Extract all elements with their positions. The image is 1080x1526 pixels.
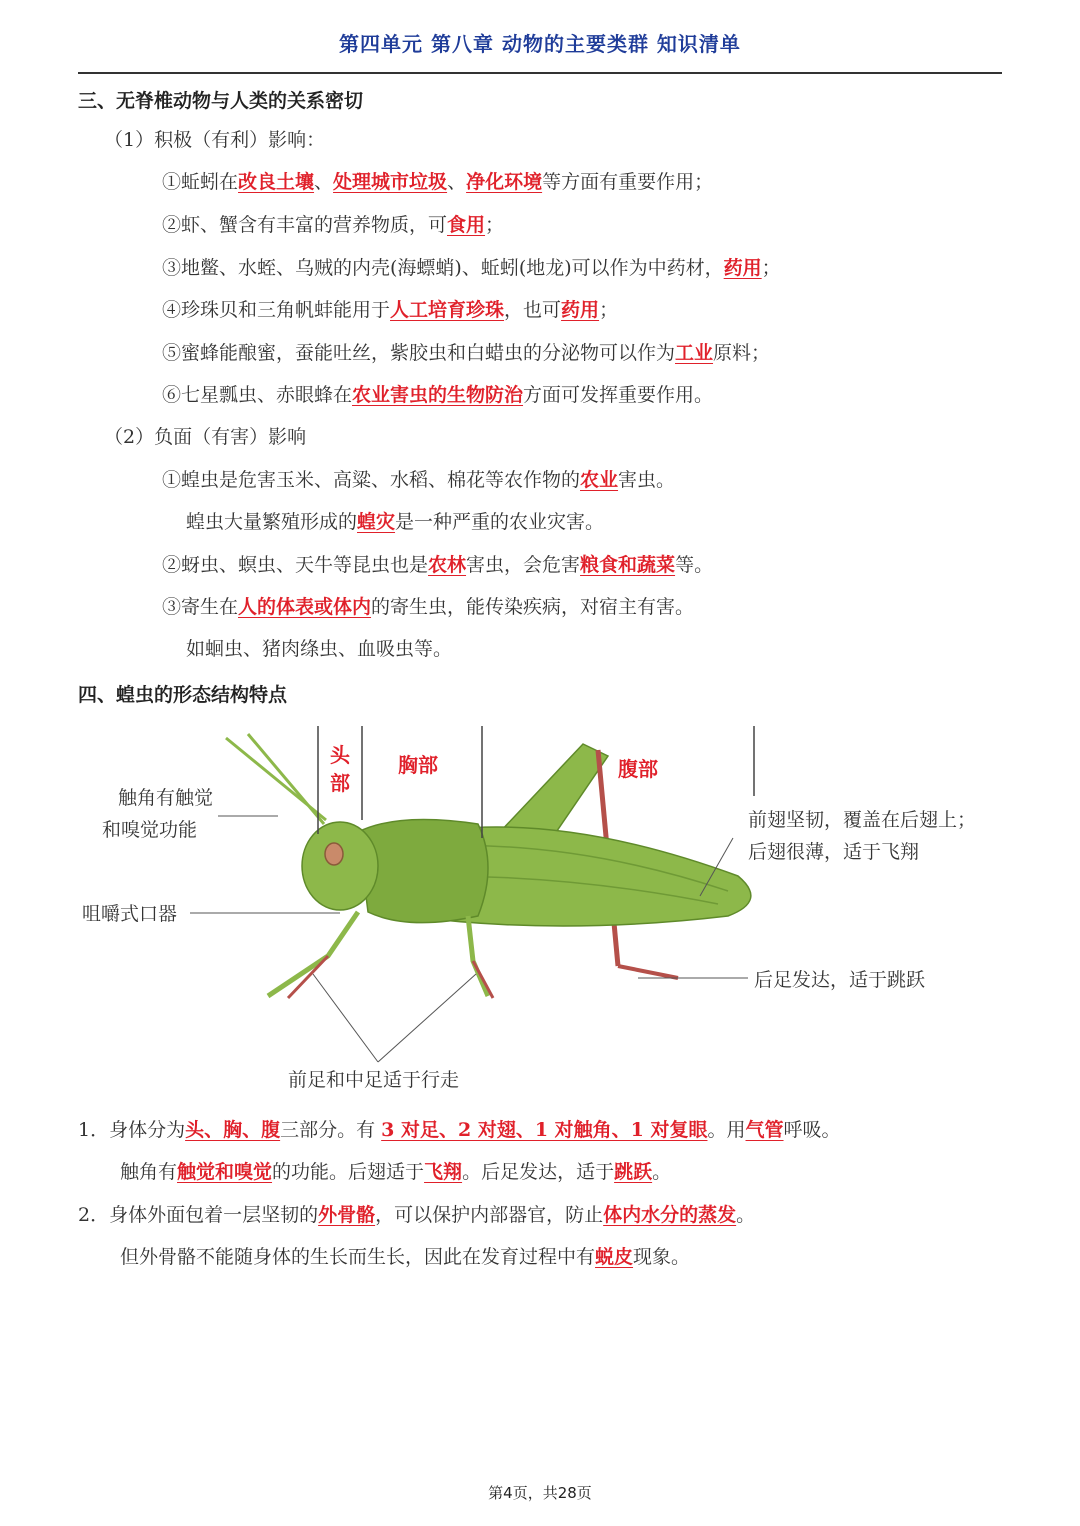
label-antenna-2: 和嗅觉功能	[102, 819, 198, 841]
negative-item-1	[162, 466, 675, 494]
text: 。	[652, 1161, 672, 1183]
section4-title: 四、蝗虫的形态结构特点	[78, 684, 288, 706]
answer: 农林	[428, 554, 467, 576]
answer: 人工培育珍珠	[390, 299, 505, 321]
text: 的功能。后翅适于	[272, 1161, 425, 1183]
text: ，也可	[504, 299, 562, 321]
text: 1．身体分为	[78, 1119, 186, 1141]
answer: 蝗灾	[357, 511, 396, 533]
answer: 跳跃	[614, 1161, 653, 1183]
text: ①蚯蚓在	[162, 171, 239, 193]
answer: 农业害虫的生物防治	[352, 384, 524, 406]
negative-item-2	[162, 551, 713, 579]
text: 但外骨骼不能随身体的生长而生长，因此在发育过程中有	[120, 1246, 596, 1268]
text: ③地鳖、水蛭、乌贼的内壳(海螵蛸)、蚯蚓(地龙)可以作为中药材，	[162, 257, 724, 279]
answer: 气管	[745, 1119, 784, 1141]
grasshopper-illustration	[226, 734, 751, 998]
text: 。用	[707, 1119, 746, 1141]
header-divider	[78, 72, 1002, 74]
answer: 农业	[580, 469, 619, 491]
answer: 处理城市垃圾	[333, 171, 448, 193]
page-header-title: 第四单元 第八章 动物的主要类群 知识清单	[339, 32, 741, 56]
text: ⑤蜜蜂能酿蜜，蚕能吐丝，紫胶虫和白蜡虫的分泌物可以作为	[162, 342, 676, 364]
answer: 改良土壤	[238, 171, 315, 193]
feature-line-1	[78, 1116, 841, 1144]
label-head-2: 部	[330, 771, 350, 795]
label-antenna-1: 触角有触觉	[118, 787, 214, 809]
answer: 人的体表或体内	[238, 596, 372, 618]
compound-eye	[325, 843, 343, 865]
text: 。后足发达，适于	[462, 1161, 615, 1183]
answer: 触觉和嗅觉	[177, 1161, 273, 1183]
front-leg	[268, 912, 358, 996]
answer: 蜕皮	[595, 1246, 634, 1268]
text: 是一种严重的农业灾害。	[395, 511, 605, 533]
text: 触角有	[120, 1161, 178, 1183]
negative-item-1-cont	[186, 508, 604, 536]
text: 蝗虫大量繁殖形成的	[186, 511, 358, 533]
text: 方面可发挥重要作用。	[523, 384, 714, 406]
text: ；	[761, 257, 781, 279]
answer: 头、胸、腹	[185, 1119, 281, 1141]
text: 等。	[675, 554, 714, 576]
answer: 药用	[561, 299, 600, 321]
label-mouth: 咀嚼式口器	[82, 903, 178, 925]
positive-item-2	[162, 211, 504, 239]
label-wing-2: 后翅很薄，适于飞翔	[748, 841, 920, 863]
grasshopper-diagram	[78, 716, 1018, 1108]
frontleg-leader-line	[313, 974, 378, 1062]
feature-line-2	[78, 1201, 755, 1229]
label-wing-1: 前翅坚韧，覆盖在后翅上；	[748, 809, 977, 831]
text: ；	[599, 299, 619, 321]
head	[302, 822, 378, 910]
answer: 工业	[675, 342, 714, 364]
text: 的寄生虫，能传染疾病，对宿主有害。	[371, 596, 695, 618]
text: 。	[736, 1204, 756, 1226]
answer: 净化环境	[466, 171, 543, 193]
text: ①蝗虫是危害玉米、高粱、水稻、棉花等农作物的	[162, 469, 581, 491]
label-abdomen: 腹部	[618, 757, 658, 781]
answer: 粮食和蔬菜	[580, 554, 676, 576]
text: ④珍珠贝和三角帆蚌能用于	[162, 299, 391, 321]
answer: 药用	[723, 257, 762, 279]
text: ⑥七星瓢虫、赤眼蜂在	[162, 384, 353, 406]
antenna-line	[248, 734, 324, 824]
text: ②虾、蟹含有丰富的营养物质，可	[162, 214, 448, 236]
hind-leg-foot	[618, 966, 678, 978]
text: 害虫，会危害	[466, 554, 581, 576]
section3-title: 三、无脊椎动物与人类的关系密切	[78, 90, 364, 112]
positive-item-4	[162, 296, 618, 324]
positive-item-3	[162, 254, 781, 282]
answer: 外骨骼	[318, 1204, 376, 1226]
text: 、	[314, 171, 334, 193]
label-thorax: 胸部	[398, 753, 438, 777]
feature-line-2-cont	[120, 1243, 690, 1271]
text: ，可以保护内部器官，防止	[375, 1204, 604, 1226]
label-hindleg: 后足发达，适于跳跃	[754, 969, 926, 991]
answer: 食用	[447, 214, 486, 236]
text: ②蚜虫、螟虫、天牛等昆虫也是	[162, 554, 429, 576]
positive-item-1	[162, 168, 713, 196]
page-number: 第4页，共28页	[488, 1484, 592, 1502]
text: 害虫。	[618, 469, 676, 491]
text: ③寄生在	[162, 596, 239, 618]
positive-item-6	[162, 381, 713, 409]
text: 原料；	[713, 342, 771, 364]
negative-subtitle: （2）负面（有害）影响	[104, 426, 307, 448]
text: 2．身体外面包着一层坚韧的	[78, 1204, 319, 1226]
positive-item-5	[162, 339, 770, 367]
text: 、	[447, 171, 467, 193]
answer: 体内水分的蒸发	[603, 1204, 737, 1226]
positive-subtitle: （1）积极（有利）影响：	[104, 129, 326, 151]
negative-item-3	[162, 593, 694, 621]
middle-leg-tarsus	[473, 961, 493, 998]
feature-line-1-cont	[120, 1158, 671, 1186]
answer: 飞翔	[424, 1161, 463, 1183]
negative-item-3-cont: 如蛔虫、猪肉绦虫、血吸虫等。	[186, 638, 453, 660]
text: 三部分。有	[280, 1119, 382, 1141]
label-frontlegs: 前足和中足适于行走	[288, 1069, 460, 1091]
text: 现象。	[633, 1246, 691, 1268]
text: 呼吸。	[783, 1119, 841, 1141]
text: 等方面有重要作用；	[542, 171, 714, 193]
text: ；	[485, 214, 505, 236]
answer: 3 对足、2 对翅、1 对触角、1 对复眼	[381, 1119, 708, 1141]
middleleg-leader-line	[378, 974, 476, 1062]
label-head-1: 头	[330, 743, 350, 767]
